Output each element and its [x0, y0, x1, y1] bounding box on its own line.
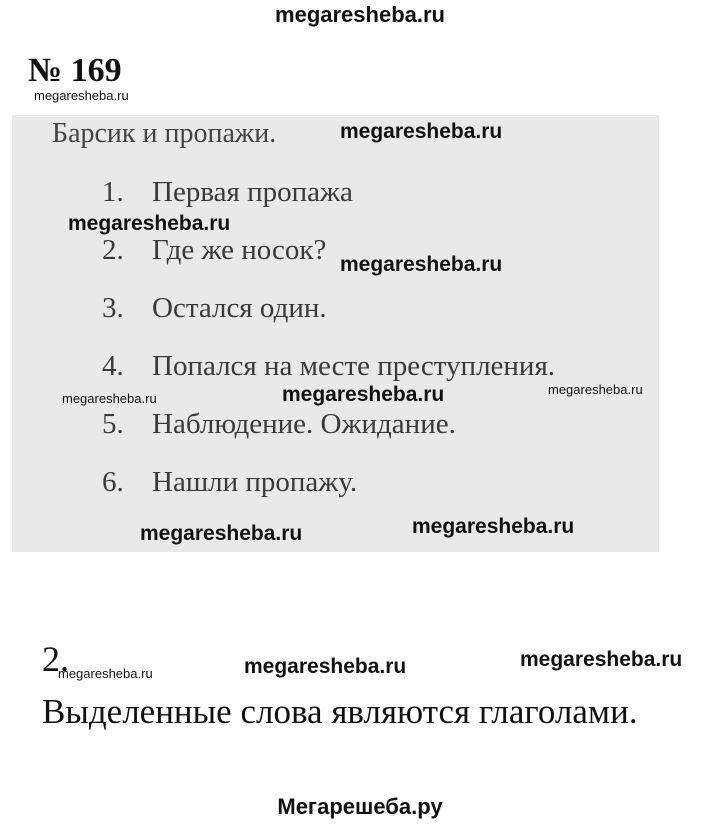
list-item-number: 2.: [102, 234, 124, 266]
watermark-small: megaresheba.ru: [34, 88, 129, 103]
list-item-text: Где же носок?: [152, 234, 327, 266]
watermark: megaresheba.ru: [244, 655, 407, 678]
list-item: [102, 290, 555, 348]
watermark: megaresheba.ru: [140, 522, 303, 545]
list-item-text: Нашли пропажу.: [152, 466, 358, 498]
list-item-text: Остался один.: [152, 292, 327, 324]
watermark: megaresheba.ru: [340, 120, 503, 143]
list-item-text: Наблюдение. Ожидание.: [152, 408, 456, 440]
header-site-name: megaresheba.ru: [275, 2, 445, 27]
list-item-number: 1.: [102, 176, 124, 208]
plan-title: Барсик и пропажи.: [52, 118, 277, 149]
footer-site-name: Мегарешеба.ру: [277, 794, 443, 819]
task-number: № 169: [28, 52, 122, 89]
watermark-small: megaresheba.ru: [548, 382, 643, 397]
answer-text: Выделенные слова являются глаголами.: [42, 692, 638, 731]
watermark: megaresheba.ru: [520, 648, 683, 671]
list-item-number: 6.: [102, 466, 124, 498]
list-item-number: 3.: [102, 292, 124, 324]
list-item-number: 5.: [102, 408, 124, 440]
list-item: [102, 464, 555, 522]
list-item: [102, 406, 555, 464]
watermark: megaresheba.ru: [340, 253, 503, 276]
watermark: megaresheba.ru: [282, 383, 445, 406]
list-item-text: Попался на месте преступления.: [152, 350, 556, 382]
answer-number: 2.: [42, 639, 69, 679]
watermark: megaresheba.ru: [412, 515, 575, 538]
list-item-number: 4.: [102, 350, 124, 382]
watermark-small: megaresheba.ru: [58, 666, 153, 681]
watermark-small: megaresheba.ru: [62, 391, 157, 406]
list-item-text: Первая пропажа: [152, 176, 353, 208]
watermark: megaresheba.ru: [68, 212, 231, 235]
